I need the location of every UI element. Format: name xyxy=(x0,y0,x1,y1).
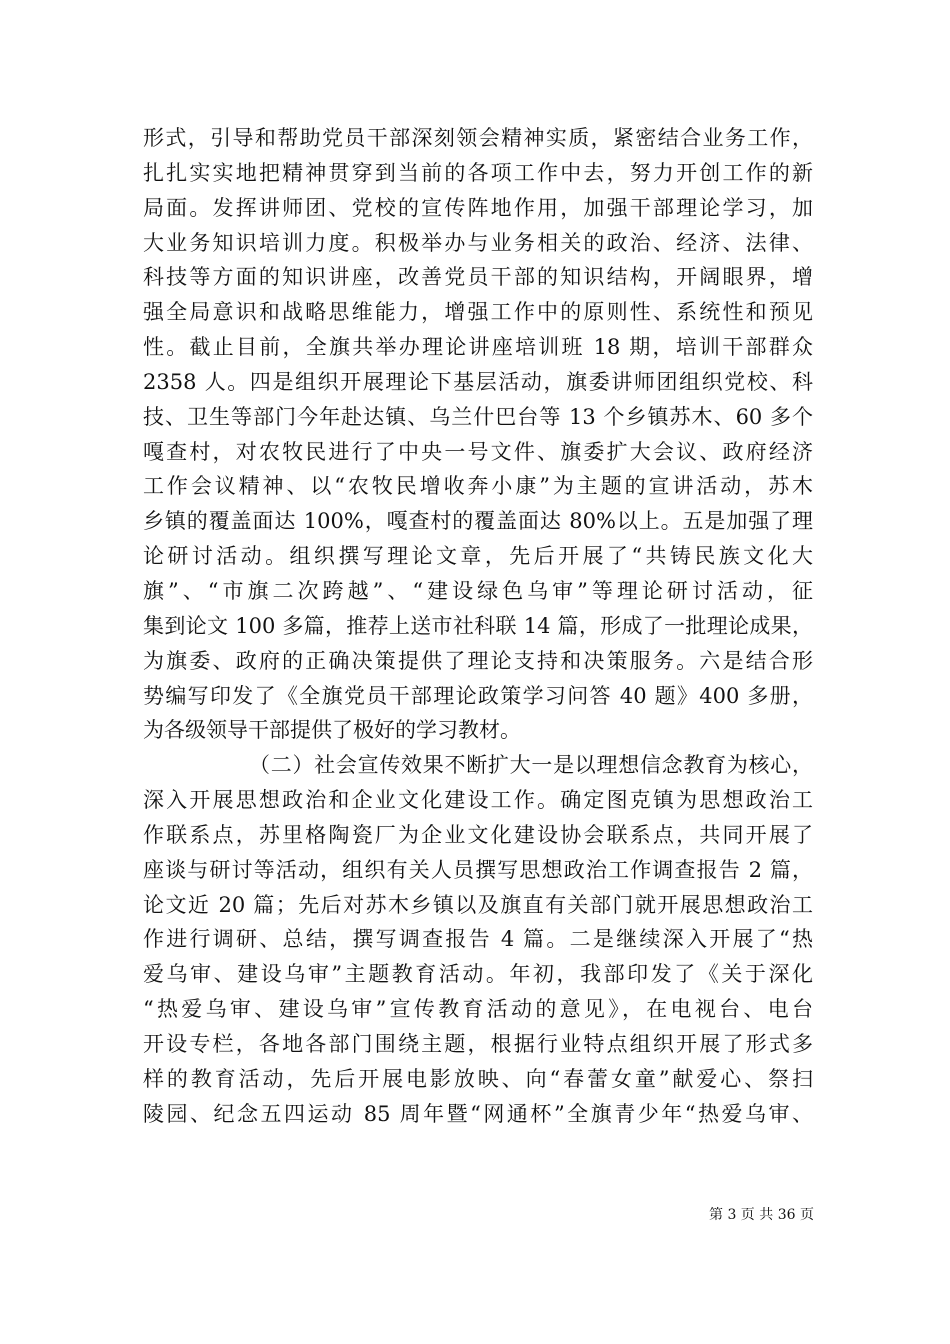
text-line: 强全局意识和战略思维能力，增强工作中的原则性、系统性和预见 xyxy=(143,300,813,325)
text-line: 旗”、“市旗二次跨越”、“建设绿色乌审”等理论研讨活动，征 xyxy=(143,578,813,603)
paragraph-end-line: 为各级领导干部提供了极好的学习教材。 xyxy=(143,718,521,743)
text-line: 工作会议精神、以“农牧民增收奔小康”为主题的宣讲活动，苏木 xyxy=(143,474,813,499)
text-line: 势编写印发了《全旗党员干部理论政策学习问答 40 题》400 多册， xyxy=(143,683,813,708)
text-line: 为旗委、政府的正确决策提供了理论支持和决策服务。六是结合形 xyxy=(143,648,813,673)
text-line: 开设专栏，各地各部门围绕主题，根据行业特点组织开展了形式多 xyxy=(143,1031,813,1056)
text-line: 扎扎实实地把精神贯穿到当前的各项工作中去，努力开创工作的新 xyxy=(143,160,813,185)
text-line: 嘎查村，对农牧民进行了中央一号文件、旗委扩大会议、政府经济 xyxy=(143,439,813,464)
text-line: 座谈与研讨等活动，组织有关人员撰写思想政治工作调查报告 2 篇， xyxy=(143,857,813,882)
text-line: 性。截止目前，全旗共举办理论讲座培训班 18 期，培训干部群众 xyxy=(143,335,813,360)
text-line: 爱乌审、建设乌审”主题教育活动。年初，我部印发了《关于深化 xyxy=(143,962,813,987)
text-line: 深入开展思想政治和企业文化建设工作。确定图克镇为思想政治工 xyxy=(143,788,813,813)
body-text xyxy=(143,121,813,1131)
text-line: 技、卫生等部门今年赴达镇、乌兰什巴台等 13 个乡镇苏木、60 多个 xyxy=(143,404,813,429)
text-line: 集到论文 100 多篇，推荐上送市社科联 14 篇，形成了一批理论成果， xyxy=(143,613,813,638)
text-line: 大业务知识培训力度。积极举办与业务相关的政治、经济、法律、 xyxy=(143,230,813,255)
text-line: 作进行调研、总结，撰写调查报告 4 篇。二是继续深入开展了“热 xyxy=(143,927,813,952)
text-line: 局面。发挥讲师团、党校的宣传阵地作用，加强干部理论学习，加 xyxy=(143,195,813,220)
text-line: 作联系点，苏里格陶瓷厂为企业文化建设协会联系点，共同开展了 xyxy=(143,822,813,847)
text-line: 陵园、纪念五四运动 85 周年暨“网通杯”全旗青少年“热爱乌审、 xyxy=(143,1101,813,1126)
text-line: 乡镇的覆盖面达 100%，嘎查村的覆盖面达 80%以上。五是加强了理 xyxy=(143,509,813,534)
text-line: 科技等方面的知识讲座，改善党员干部的知识结构，开阔眼界，增 xyxy=(143,265,813,290)
text-line: 形式，引导和帮助党员干部深刻领会精神实质，紧密结合业务工作， xyxy=(143,126,813,150)
text-line: 2358 人。四是组织开展理论下基层活动，旗委讲师团组织党校、科 xyxy=(143,369,813,394)
text-line: “热爱乌审、建设乌审”宣传教育活动的意见》，在电视台、电台 xyxy=(143,997,813,1022)
section-heading-line: （二）社会宣传效果不断扩大一是以理想信念教育为核心， xyxy=(249,753,813,778)
text-line: 论研讨活动。组织撰写理论文章，先后开展了“共铸民族文化大 xyxy=(143,544,813,569)
page-number: 第 3 页 共 36 页 xyxy=(709,1207,814,1223)
text-line: 样的教育活动，先后开展电影放映、向“春蕾女童”献爱心、祭扫 xyxy=(143,1066,813,1091)
text-line: 论文近 20 篇；先后对苏木乡镇以及旗直有关部门就开展思想政治工 xyxy=(143,892,813,917)
